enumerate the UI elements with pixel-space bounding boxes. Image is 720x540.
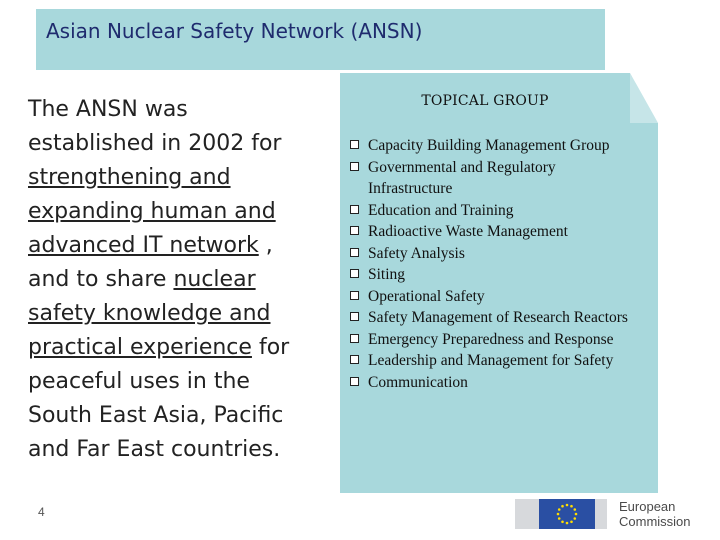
topical-group-list <box>350 135 640 393</box>
eu-flag-icon <box>539 499 595 529</box>
logo-text <box>619 499 691 529</box>
checkbox-bullet-icon <box>350 355 359 364</box>
checkbox-bullet-icon <box>350 377 359 386</box>
body-underlined-1: strengthening and expanding human and advanced IT network <box>28 165 276 258</box>
checkbox-bullet-icon <box>350 140 359 149</box>
flag-star <box>561 505 564 508</box>
logo-gray-block <box>515 499 539 529</box>
flag-star <box>558 508 561 511</box>
topical-group-panel <box>340 73 658 493</box>
list-item: Radioactive Waste Management <box>350 221 640 243</box>
list-item: Safety Management of Research Reactors <box>350 307 640 329</box>
european-commission-logo <box>515 495 715 535</box>
body-text-3: for peaceful uses in the South East Asia, Pacific and Far East countries. <box>28 335 290 462</box>
checkbox-bullet-icon <box>350 291 359 300</box>
checkbox-bullet-icon <box>350 312 359 321</box>
checkbox-bullet-icon <box>350 334 359 343</box>
logo-gray-block-right <box>595 499 607 529</box>
page-number: 4 <box>38 505 45 519</box>
list-item: Siting <box>350 264 640 286</box>
panel-header: TOPICAL GROUP <box>421 93 549 109</box>
page-title: Asian Nuclear Safety Network (ANSN) <box>46 19 423 43</box>
flag-star <box>573 508 576 511</box>
list-item: Education and Training <box>350 200 640 222</box>
checkbox-bullet-icon <box>350 269 359 278</box>
flag-star <box>557 513 560 516</box>
body-text-1: The ANSN was established in 2002 for <box>28 97 282 156</box>
title-bar <box>36 9 605 70</box>
flag-star <box>566 504 569 507</box>
flag-star <box>570 520 573 523</box>
flag-star <box>561 520 564 523</box>
list-item: Leadership and Management for Safety <box>350 350 640 372</box>
list-item: Communication <box>350 372 640 394</box>
checkbox-bullet-icon <box>350 226 359 235</box>
flag-star <box>573 517 576 520</box>
body-underlined-2: nuclear safety knowledge and practical experience <box>28 267 271 360</box>
flag-star <box>575 513 578 516</box>
flag-star <box>566 522 569 525</box>
logo-line-2: Commission <box>619 514 691 529</box>
flag-star <box>570 505 573 508</box>
checkbox-bullet-icon <box>350 205 359 214</box>
list-item: Emergency Preparedness and Response <box>350 329 640 351</box>
checkbox-bullet-icon <box>350 162 359 171</box>
list-item: Safety Analysis <box>350 243 640 265</box>
flag-star <box>558 517 561 520</box>
list-item: Governmental and Regulatory Infrastructure <box>350 157 640 200</box>
list-item: Operational Safety <box>350 286 640 308</box>
logo-line-1: European <box>619 499 676 514</box>
checkbox-bullet-icon <box>350 248 359 257</box>
body-paragraph <box>28 93 308 467</box>
list-item: Capacity Building Management Group <box>350 135 640 157</box>
body-text-2: , and to share <box>28 233 273 292</box>
